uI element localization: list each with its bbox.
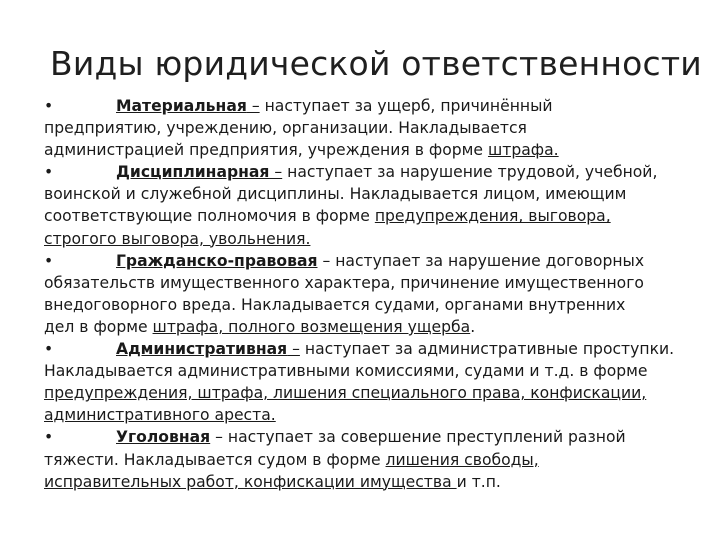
item-text: наступает за ущерб, причинённый [259,97,553,115]
penalty-forms: штрафа, полного возмещения ущерба [152,317,471,336]
penalty-forms: административного ареста. [44,406,276,425]
item-text: . [470,317,476,336]
penalty-forms: предупреждения, выговора, [374,207,611,226]
term-dash: – [287,340,300,359]
item-text-line [44,139,720,161]
bullet: • [44,340,54,359]
term-criminal: Уголовная [116,428,211,447]
term-dash: – [246,97,260,115]
list-item-administrative [44,338,720,360]
item-text: соответствующие полномочия в форме [44,207,375,226]
item-text: тяжести. Накладывается судом в форме [44,450,386,469]
bullet: • [44,428,54,447]
term-civil: Гражданско-правовая [116,251,318,270]
item-text: – наступает за нарушение договорных [317,251,645,270]
item-text-line: предприятию, учреждению, организации. Накладывается [44,119,527,138]
item-text-line: внедоговорного вреда. Накладывается судами, органами внутренних [44,295,626,314]
list-item-criminal [44,426,720,448]
list-item-material [44,95,720,117]
list-item-civil [44,250,720,272]
bullet: • [44,97,54,115]
liability-types-list [44,95,720,493]
bullet: • [44,251,54,270]
item-text-line: Накладывается административными комиссиями, судами и т.д. в форме [44,362,648,381]
item-text: наступает за нарушение трудовой, учебной, [282,163,658,182]
item-text-line [44,316,720,338]
penalty-forms: строгого выговора, увольнения. [44,229,311,248]
term-administrative: Административная [116,340,288,359]
term-disciplinary: Дисциплинарная [116,163,270,182]
list-item-disciplinary [44,161,720,183]
item-text: – наступает за совершение преступлений разной [210,428,626,447]
item-text-line [44,449,720,471]
item-text: наступает за административные проступки. [299,340,675,359]
penalty-forms: предупреждения, штрафа, лишения специального права, конфискации, [44,384,647,403]
item-text: администрацией предприятия, учреждения в форме [44,141,488,160]
item-text-line: обязательств имущественного характера, причинение имущественного [44,273,644,292]
item-text-line: воинской и служебной дисциплины. Накладывается лицом, имеющим [44,185,627,204]
item-text-line [44,471,720,493]
item-text: и т.п. [456,472,501,491]
penalty-forms: исправительных работ, конфискации имущества [44,472,457,491]
term-material: Материальная [116,97,247,115]
penalty-forms: лишения свободы, [385,450,539,469]
term-dash: – [269,163,283,182]
penalty-forms: штрафа. [487,141,559,160]
item-text-line [44,205,720,227]
item-text: дел в форме [44,317,153,336]
slide-title: Виды юридической ответственности [50,44,702,83]
bullet: • [44,163,54,182]
